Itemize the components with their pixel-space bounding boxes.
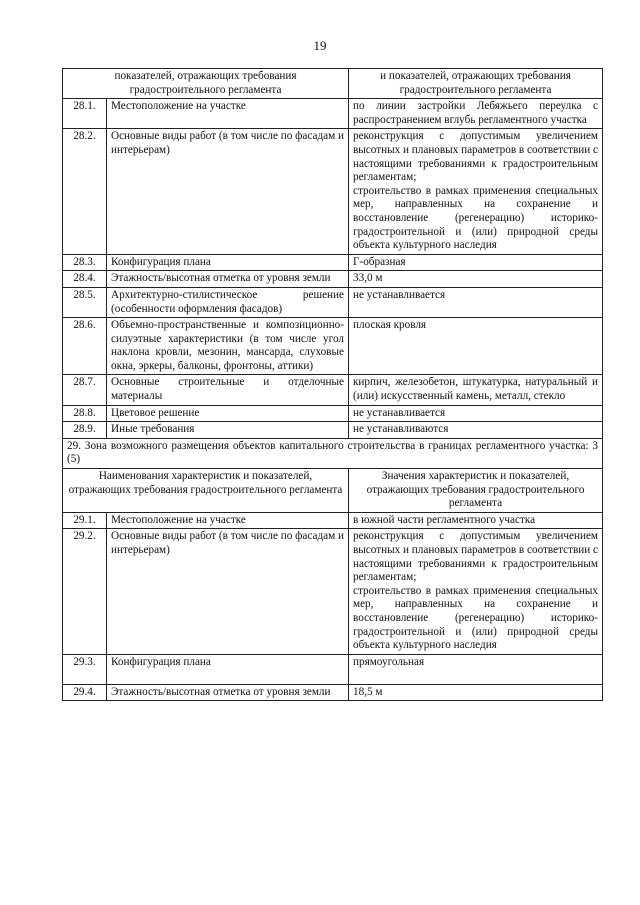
row-name: Этажность/высотная отметка от уровня земли bbox=[107, 684, 349, 701]
row-number: 29.3. bbox=[63, 654, 107, 684]
row-value: по линии застройки Лебяжьего переулка с распространением вглубь регламентного участка bbox=[349, 99, 603, 129]
row-name: Основные виды работ (в том числе по фасадам и интерьерам) bbox=[107, 529, 349, 654]
row-number: 28.1. bbox=[63, 99, 107, 129]
row-number: 28.5. bbox=[63, 287, 107, 317]
table-row bbox=[63, 271, 603, 288]
row-name: Иные требования bbox=[107, 422, 349, 439]
header-value-cell: и показателей, отражающих требования градостроительного регламента bbox=[349, 69, 603, 99]
row-value: 33,0 м bbox=[349, 271, 603, 288]
page-number: 19 bbox=[313, 38, 327, 53]
table-header bbox=[63, 469, 603, 513]
row-value bbox=[349, 129, 603, 254]
row-value: не устанавливается bbox=[349, 287, 603, 317]
row-name: Цветовое решение bbox=[107, 405, 349, 422]
row-number: 28.2. bbox=[63, 129, 107, 254]
table-row bbox=[63, 422, 603, 439]
row-value bbox=[349, 529, 603, 654]
row-value-part: строительство в рамках применения специальных мер, направленных на сохранение и восстановление (регенерацию) историко-градостроительной и (или) природной среды объекта культурного наследия bbox=[353, 584, 598, 652]
row-number: 29.4. bbox=[63, 684, 107, 701]
regulation-table bbox=[62, 68, 603, 701]
row-name: Архитектурно-стилистическое решение (особенности оформления фасадов) bbox=[107, 287, 349, 317]
table-row bbox=[63, 254, 603, 271]
row-value: не устанавливаются bbox=[349, 422, 603, 439]
row-name: Основные строительные и отделочные материалы bbox=[107, 375, 349, 405]
row-number: 29.1. bbox=[63, 512, 107, 529]
row-number: 28.3. bbox=[63, 254, 107, 271]
row-name: Местоположение на участке bbox=[107, 512, 349, 529]
row-name: Этажность/высотная отметка от уровня земли bbox=[107, 271, 349, 288]
row-value: не устанавливается bbox=[349, 405, 603, 422]
table-row bbox=[63, 287, 603, 317]
row-value: прямоугольная bbox=[349, 654, 603, 684]
row-value: в южной части регламентного участка bbox=[349, 512, 603, 529]
row-value: Г-образная bbox=[349, 254, 603, 271]
table-row bbox=[63, 405, 603, 422]
zone-title-row bbox=[63, 438, 603, 468]
header-name-cell: Наименования характеристик и показателей, отражающих требования градостроительного регламента bbox=[63, 469, 349, 513]
row-value-part: реконструкция с допустимым увеличением высотных и плановых параметров в соответствии с настоящими требованиями к градостроительным регламентам; bbox=[353, 130, 598, 184]
row-number: 28.9. bbox=[63, 422, 107, 439]
table-row bbox=[63, 684, 603, 701]
header-value-cell: Значения характеристик и показателей, отражающих требования градостроительного регламента bbox=[349, 469, 603, 513]
row-value: кирпич, железобетон, штукатурка, натуральный и (или) искусственный камень, металл, стекло bbox=[349, 375, 603, 405]
row-number: 28.8. bbox=[63, 405, 107, 422]
row-name: Конфигурация плана bbox=[107, 254, 349, 271]
table-row bbox=[63, 512, 603, 529]
row-value-part: строительство в рамках применения специальных мер, направленных на сохранение и восстановление (регенерацию) историко-градостроительной и (или) природной среды объекта культурного наследия bbox=[353, 184, 598, 252]
row-number: 29.2. bbox=[63, 529, 107, 654]
table-row bbox=[63, 375, 603, 405]
row-number: 28.4. bbox=[63, 271, 107, 288]
row-name: Местоположение на участке bbox=[107, 99, 349, 129]
row-value: 18,5 м bbox=[349, 684, 603, 701]
row-number: 28.7. bbox=[63, 375, 107, 405]
row-value-part: реконструкция с допустимым увеличением высотных и плановых параметров в соответствии с настоящими требованиями к градостроительным регламентам; bbox=[353, 530, 598, 584]
row-value: плоская кровля bbox=[349, 318, 603, 375]
row-number: 28.6. bbox=[63, 318, 107, 375]
zone-title: 29. Зона возможного размещения объектов капитального строительства в границах регламентного участка: 3 (5) bbox=[63, 438, 603, 468]
row-name: Конфигурация плана bbox=[107, 654, 349, 684]
table-row bbox=[63, 99, 603, 129]
table-header-continued bbox=[63, 69, 603, 99]
row-name: Основные виды работ (в том числе по фасадам и интерьерам) bbox=[107, 129, 349, 254]
row-name: Объемно-пространственные и композиционно-силуэтные характеристики (в том числе угол наклона кровли, мезонин, мансарда, слуховые окна, эркеры, балконы, фронтоны, аттики) bbox=[107, 318, 349, 375]
table-row bbox=[63, 654, 603, 684]
table-row bbox=[63, 129, 603, 254]
table-row bbox=[63, 529, 603, 654]
header-name-cell: показателей, отражающих требования градостроительного регламента bbox=[63, 69, 349, 99]
table-row bbox=[63, 318, 603, 375]
